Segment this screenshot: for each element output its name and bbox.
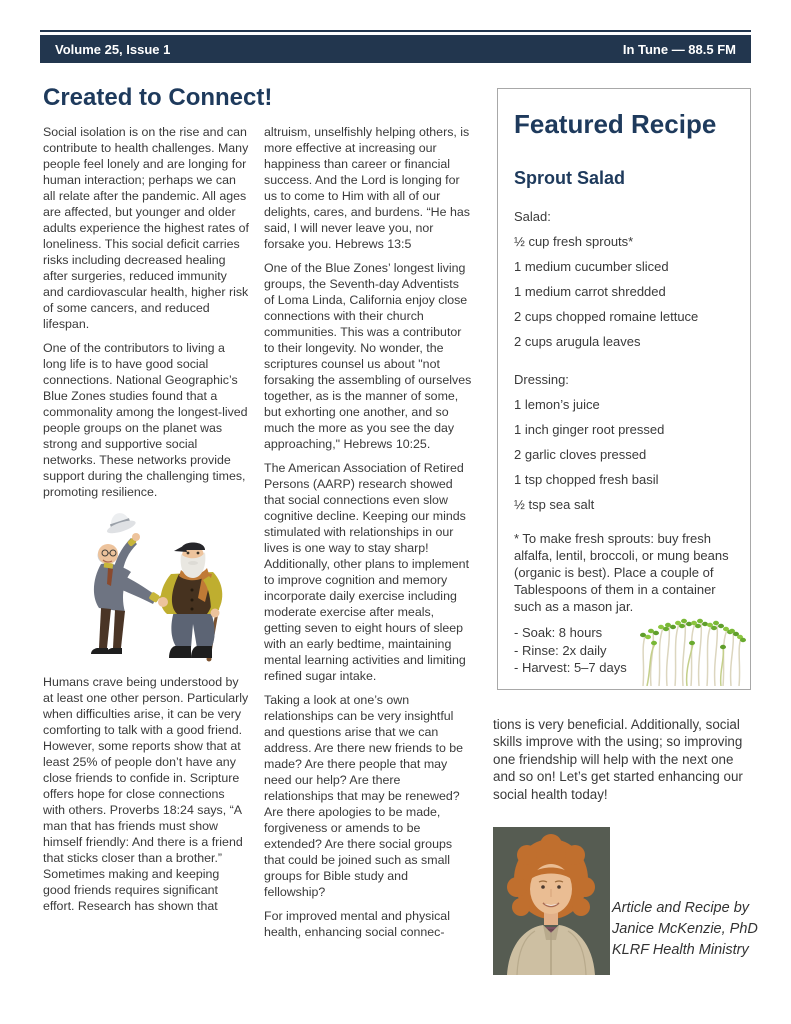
salad-label: Salad:	[514, 209, 551, 224]
paragraph: One of the contributors to living a long life is to have good social connections. National Geographic’s Blue Zones studies found that a commonality among the longest-lived people groups on the planet was strong and supportive social networks. These networks provide support during the challenging times, promoting resilience.	[43, 341, 248, 499]
article-column-2	[264, 124, 472, 948]
article-column-1	[43, 124, 249, 922]
ingredient: ½ cup fresh sprouts*	[514, 234, 634, 249]
ingredient: 2 cups chopped romaine lettuce	[514, 309, 699, 324]
author-attribution	[612, 898, 758, 961]
step: - Harvest: 5–7 days	[514, 660, 627, 675]
ingredient: ½ tsp sea salt	[514, 497, 595, 512]
paragraph: Social isolation is on the rise and can contribute to health challenges. Many people feel lonely and are longing for human interaction; perhaps we can all relate after the pandemic. All ages are affected, but younger and older adults experience the highest rates of loneliness. This social deficit carries risks including decreased healing after surgeries, reduced immunity and cardiovascular health, higher risk of some cancers, and reduced lifespan.	[43, 125, 249, 331]
masthead-bar	[40, 35, 751, 63]
step: - Rinse: 2x daily	[514, 642, 607, 658]
volume-issue-label: Volume 25, Issue 1	[55, 41, 171, 57]
attribution-line: Article and Recipe by	[612, 900, 750, 916]
ingredient: 1 lemon’s juice	[514, 397, 600, 412]
attribution-line: KLRF Health Ministry	[612, 942, 749, 958]
paragraph: Taking a look at one’s own relationships can be very insightful and questions arise that we can address. Are there new friends to be made? Are there people that may need our help? Are there relationships that may be renewed? Are there apologies to be made, forgiveness or amends to be extended? Are there social groups that could be joined such as small groups for Bible study and fellowship?	[264, 693, 464, 899]
article-title: Created to Connect!	[43, 84, 273, 111]
paragraph: The American Association of Retired Persons (AARP) research showed that social connections even slow cognitive decline. Keeping our minds stimulated with relationships in our lives is one way to stay sharp! Additionally, other plans to implement to improve cognition and memory incorporate daily exercise including moderate exercise after meals, getting seven to eight hours of sleep with an early bedtime, maintaining mental learning activities and limiting refined sugar intake.	[264, 461, 470, 683]
paragraph: Humans crave being understood by at least one other person. Particularly when difficulties arise, it can be very comforting to talk with a good friend. However, some reports show that at least 25% of people don’t have any close friends to confide in. Scripture offers hope for close connections with others. Proverbs 18:24 says, “A man that has friends must show himself friendly: And there is a friend that sticks closer than a brother.” Sometimes making and keeping good friends requires significant effort. Research has shown that	[43, 675, 249, 913]
left-man-figure	[91, 509, 160, 654]
sprouts-image	[635, 614, 747, 686]
attribution-line: Janice McKenzie, PhD	[612, 921, 758, 937]
author-portrait-photo	[493, 827, 610, 975]
handshake-illustration	[51, 508, 236, 668]
dressing-label: Dressing:	[514, 372, 569, 387]
paragraph: One of the Blue Zones’ longest living groups, the Seventh-day Adventists of Loma Linda, California enjoy close connections with their church communities. This was a contributor to their longevity. No wonder, the scriptures counsel us about "not forsaking the assembling of ourselves together, as is the manner of some, but exhorting one another, and so much the more as you see the day approaching," Hebrews 10:25.	[264, 261, 472, 451]
station-label: In Tune — 88.5 FM	[622, 41, 736, 57]
salad-ingredients	[514, 204, 734, 354]
paragraph: For improved mental and physical health, enhancing social connec-	[264, 909, 450, 939]
paragraph: tions is very beneficial. Additionally, social skills improve with the using; so improving one friendship will help with the next one and so on! Let’s get started enhancing our social health today!	[493, 717, 743, 802]
paragraph: altruism, unselfishly helping others, is more effective at increasing our happiness than career or financial success. And the Lord is longing for us to come to Him with all of our delights, cares, and burdens. “He has said, I will never leave you, nor forsake you. Hebrews 13:5	[264, 125, 470, 251]
right-man-figure	[158, 543, 222, 662]
ingredient: 1 medium carrot shredded	[514, 284, 666, 299]
ingredient: 1 inch ginger root pressed	[514, 422, 665, 437]
dressing-ingredients	[514, 367, 734, 517]
recipe-heading: Featured Recipe	[514, 109, 717, 139]
ingredient: 1 medium cucumber sliced	[514, 259, 669, 274]
recipe-name: Sprout Salad	[514, 168, 626, 188]
masthead-top-rule	[40, 30, 751, 32]
ingredient: 1 tsp chopped fresh basil	[514, 472, 659, 487]
ingredient: 2 garlic cloves pressed	[514, 447, 647, 462]
featured-recipe-box	[497, 88, 751, 690]
step: - Soak: 8 hours	[514, 625, 603, 640]
sprouting-note: * To make fresh sprouts: buy fresh alfalfa, lentil, broccoli, or mung beans (organic is best). Place a couple of Tablespoons of them in a container such as a mason jar.	[514, 531, 729, 614]
ingredient: 2 cups arugula leaves	[514, 334, 641, 349]
article-column-3	[493, 716, 756, 811]
